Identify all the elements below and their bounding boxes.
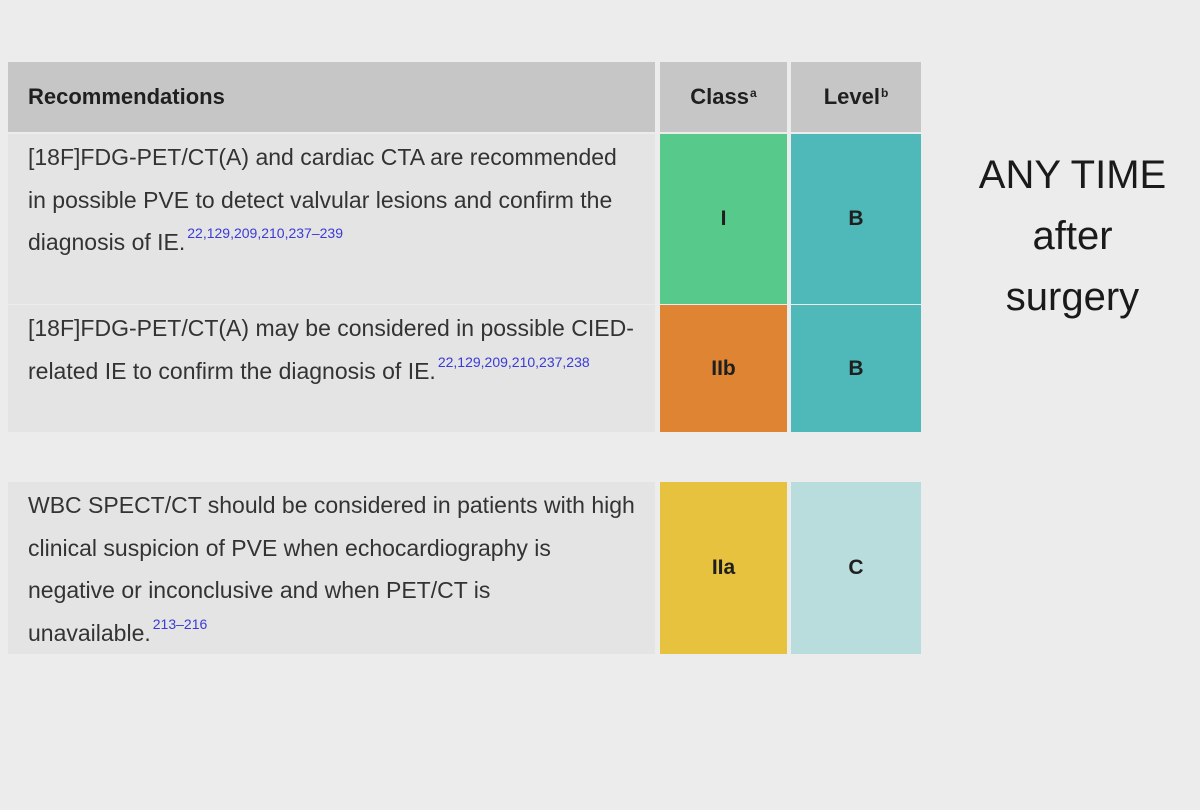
class-value: IIb: [711, 356, 736, 380]
level-value: B: [848, 356, 864, 380]
level-value: B: [848, 207, 864, 230]
header-recommendations: [8, 62, 655, 132]
header-level-footnote: b: [880, 86, 889, 100]
timing-note-line: surgery: [1005, 275, 1140, 319]
header-class-footnote: a: [750, 86, 757, 100]
class-cell: [660, 134, 787, 304]
reference-numbers: 213–216: [152, 615, 208, 632]
header-level-label: Level: [823, 84, 880, 109]
header-recommendations-label: Recommendations: [28, 84, 225, 109]
timing-note: [945, 145, 1200, 328]
table-row-recommendation: [8, 305, 655, 432]
level-value: C: [848, 556, 864, 579]
class-cell: [660, 305, 787, 432]
recommendation-text: WBC SPECT/CT should be considered in patients with high clinical suspicion of PVE when echocardiography is negative or inconclusive and when PET/CT is unavailable.: [28, 492, 635, 646]
recommendation-text: [18F]FDG-PET/CT(A) and cardiac CTA are recommended in possible PVE to detect valvular lesions and confirm the diagnosis of IE.: [28, 144, 617, 255]
level-cell: [791, 134, 921, 304]
timing-note-line: ANY TIME: [978, 153, 1167, 197]
reference-numbers: 22,129,209,210,237–239: [187, 225, 343, 241]
level-cell: [791, 482, 921, 654]
table-row-recommendation: [8, 134, 655, 304]
reference-numbers: 22,129,209,210,237,238: [437, 353, 590, 370]
header-class: [660, 62, 787, 132]
class-value: I: [720, 207, 727, 230]
level-cell: [791, 305, 921, 432]
class-value: IIa: [711, 556, 736, 579]
header-level: [791, 62, 921, 132]
recommendation-text: [18F]FDG-PET/CT(A) may be considered in possible CIED-related IE to confirm the diagnosis of IE.: [28, 315, 634, 384]
timing-note-line: after: [1032, 214, 1113, 258]
class-cell: [660, 482, 787, 654]
table-row-recommendation: [8, 482, 655, 654]
header-class-label: Class: [690, 84, 750, 109]
